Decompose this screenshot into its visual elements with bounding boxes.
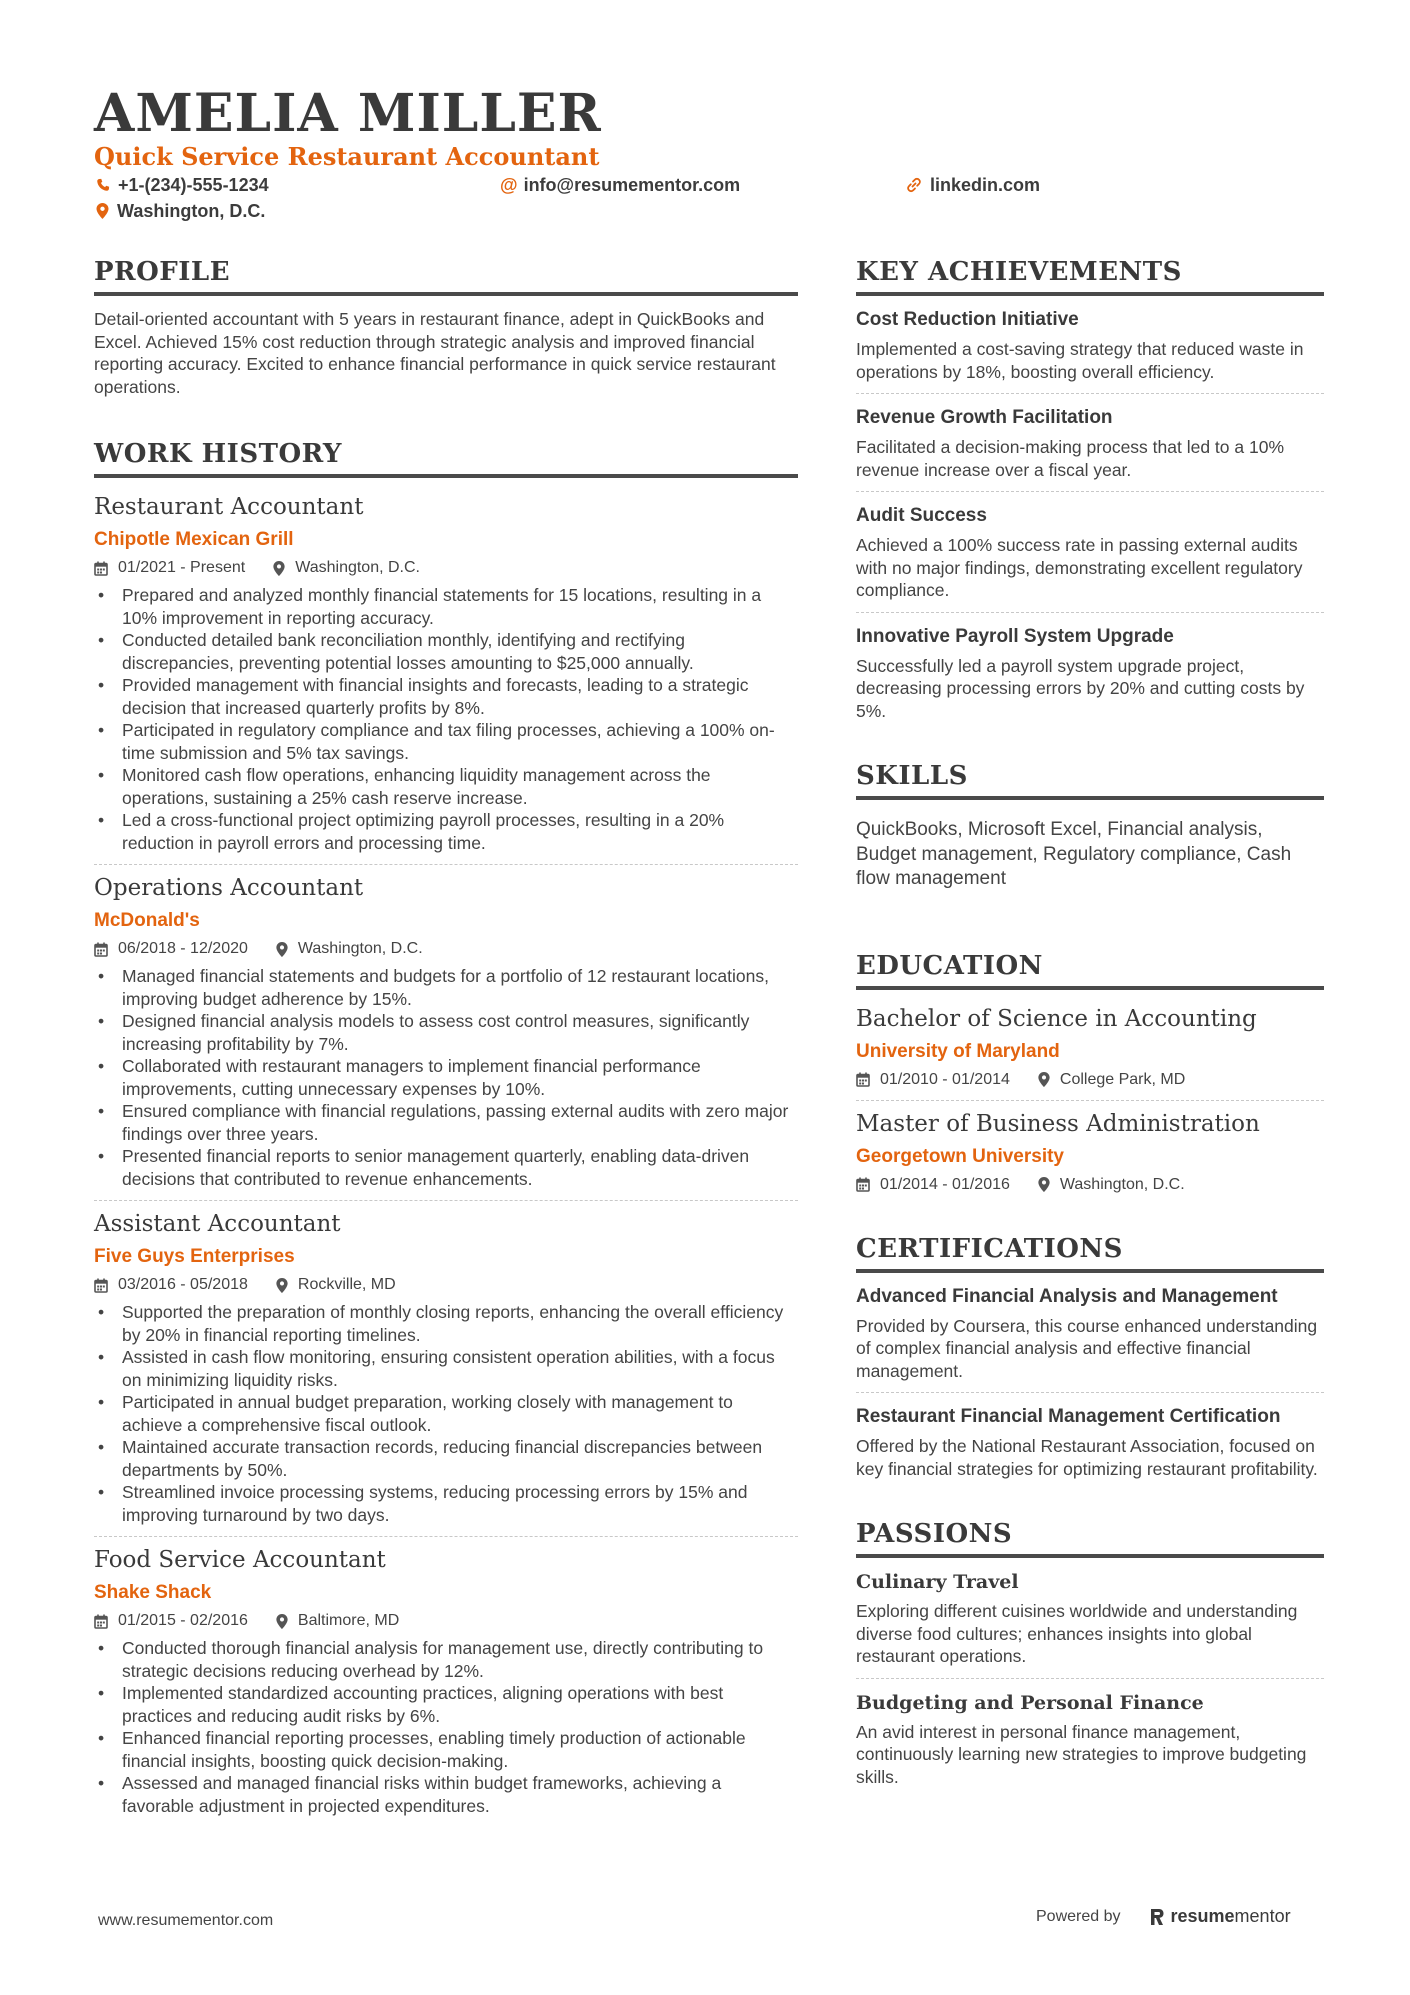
job-location <box>276 1611 399 1631</box>
achievement-title: Cost Reduction Initiative <box>856 309 1079 330</box>
education-location-text: Washington, D.C. <box>1059 1175 1185 1193</box>
certification-title: Advanced Financial Analysis and Management <box>856 1285 1278 1307</box>
job-bullet: • Provided management with financial insights and forecasts, leading to a strategic decision that increased quarterly profits by 8%. <box>94 674 798 719</box>
education-divider <box>856 1100 1324 1101</box>
education-dates <box>856 1070 1010 1090</box>
job-dates <box>94 1275 248 1295</box>
calendar-icon <box>856 1072 870 1087</box>
job-company: Chipotle Mexican Grill <box>94 529 294 550</box>
job-title: Food Service Accountant <box>94 1547 386 1573</box>
job-bullet: • Participated in annual budget preparation, working closely with management to achieve a comprehensive fiscal outlook. <box>94 1391 798 1436</box>
job-bullet: • Conducted thorough financial analysis for management use, directly contributing to strategic decisions reducing overhead by 12%. <box>94 1637 798 1682</box>
work-history-list <box>94 492 798 1817</box>
location-pin-icon <box>1038 1177 1050 1192</box>
calendar-icon <box>94 1614 108 1629</box>
education-degree: Master of Business Administration <box>856 1110 1260 1137</box>
job-bullet: • Assisted in cash flow monitoring, ensuring consistent operation abilities, with a focus on minimizing liquidity risks. <box>94 1346 798 1391</box>
achievement-desc: Implemented a cost-saving strategy that reduced waste in operations by 18%, boosting overall efficiency. <box>856 339 1304 382</box>
calendar-icon <box>94 561 108 576</box>
location-pin-icon <box>276 1614 288 1629</box>
job-divider <box>94 1200 798 1201</box>
job-bullets <box>94 965 798 1190</box>
calendar-icon <box>94 942 108 957</box>
job-bullet: • Conducted detailed bank reconciliation monthly, identifying and rectifying discrepancies, preventing potential losses amounting to $25,000 annually. <box>94 629 798 674</box>
passions-heading: PASSIONS <box>856 1518 1324 1558</box>
job-meta <box>94 558 798 578</box>
job-bullet: • Maintained accurate transaction records, reducing financial discrepancies between departments by 50%. <box>94 1436 798 1481</box>
email-contact[interactable] <box>500 174 740 196</box>
job-bullet: • Participated in regulatory compliance and tax filing processes, achieving a 100% on-time submission and 5% tax savings. <box>94 719 798 764</box>
location-pin-icon <box>273 561 285 576</box>
job-entry <box>94 492 798 854</box>
job-location-text: Washington, D.C. <box>297 940 423 957</box>
job-bullets <box>94 584 798 854</box>
job-dates-text: 01/2021 - Present <box>118 559 246 576</box>
education-school: University of Maryland <box>856 1040 1060 1062</box>
skills-text: QuickBooks, Microsoft Excel, Financial analysis, Budget management, Regulatory compliance, Cash flow management <box>856 819 1292 889</box>
job-bullet: • Ensured compliance with financial regulations, passing external audits with zero major findings over three years. <box>94 1100 798 1145</box>
certification-desc: Provided by Coursera, this course enhanced understanding of complex financial analysis and effective financial management. <box>856 1315 1318 1381</box>
job-bullets <box>94 1637 798 1817</box>
education-list <box>856 1004 1324 1195</box>
job-meta <box>94 939 798 959</box>
job-bullet: • Assessed and managed financial risks within budget frameworks, achieving a favorable adjustment in projected expenditures. <box>94 1772 798 1817</box>
brand-logo[interactable] <box>1149 1906 1291 1927</box>
education-location <box>1038 1175 1185 1195</box>
location-pin-icon <box>276 1278 288 1293</box>
job-dates <box>94 939 248 959</box>
location-pin-icon <box>96 203 109 219</box>
job-meta <box>94 1611 798 1631</box>
passion-divider <box>856 1678 1324 1679</box>
job-meta <box>94 1275 798 1295</box>
achievement-item <box>856 308 1324 383</box>
education-dates-text: 01/2010 - 01/2014 <box>880 1070 1010 1088</box>
phone-text: +1-(234)-555-1234 <box>118 175 269 195</box>
passion-title: Culinary Travel <box>856 1571 1019 1593</box>
certification-title: Restaurant Financial Management Certification <box>856 1406 1281 1427</box>
job-dates <box>94 558 245 578</box>
job-company: Five Guys Enterprises <box>94 1246 295 1267</box>
job-company: McDonald's <box>94 910 200 931</box>
achievement-divider <box>856 612 1324 613</box>
job-bullet: • Implemented standardized accounting practices, aligning operations with best practices and reducing audit risks by 6%. <box>94 1682 798 1727</box>
location-contact <box>96 200 265 222</box>
job-divider <box>94 864 798 865</box>
education-degree: Bachelor of Science in Accounting <box>856 1005 1257 1032</box>
job-bullet: • Prepared and analyzed monthly financial statements for 15 locations, resulting in a 10% improvement in reporting accuracy. <box>94 584 798 629</box>
achievement-desc: Achieved a 100% success rate in passing external audits with no major findings, demonstrating excellent regulatory compliance. <box>856 535 1303 600</box>
achievement-divider <box>856 491 1324 492</box>
job-bullet: • Designed financial analysis models to assess cost control measures, significantly increasing profitability by 7%. <box>94 1010 798 1055</box>
education-item <box>856 1109 1324 1195</box>
education-item <box>856 1004 1324 1090</box>
skills-heading: SKILLS <box>856 760 1324 800</box>
passion-item <box>856 1570 1324 1668</box>
education-location-text: College Park, MD <box>1059 1070 1186 1088</box>
right-column <box>856 256 1324 1788</box>
certification-divider <box>856 1392 1324 1393</box>
job-entry <box>94 1545 798 1817</box>
linkedin-contact[interactable] <box>906 174 1040 196</box>
job-location <box>276 939 423 959</box>
at-icon: @ <box>500 175 518 195</box>
job-bullet: • Led a cross-functional project optimizing payroll processes, resulting in a 20% reduction in payroll errors and processing time. <box>94 809 798 854</box>
education-meta <box>856 1070 1324 1090</box>
footer-website[interactable]: www.resumementor.com <box>98 1912 274 1929</box>
job-title: Operations Accountant <box>94 875 364 901</box>
achievement-title: Audit Success <box>856 505 987 526</box>
certification-item <box>856 1405 1324 1480</box>
resumementor-logo-icon <box>1149 1907 1165 1927</box>
profile-heading: PROFILE <box>94 256 798 296</box>
left-column <box>94 256 798 1817</box>
passion-desc: Exploring different cuisines worldwide and understanding diverse food cultures; enhances insights into global restaurant operations. <box>856 1601 1298 1666</box>
candidate-title: Quick Service Restaurant Accountant <box>94 142 600 171</box>
candidate-name: AMELIA MILLER <box>94 83 602 144</box>
job-bullet: • Streamlined invoice processing systems, reducing processing errors by 15% and improving turnaround by two days. <box>94 1481 798 1526</box>
footer-branding <box>1036 1906 1291 1927</box>
achievement-item <box>856 625 1324 723</box>
job-location <box>273 558 420 578</box>
achievement-title: Innovative Payroll System Upgrade <box>856 625 1174 647</box>
job-bullet: • Collaborated with restaurant managers to implement financial performance improvements, cutting unnecessary expenses by 10%. <box>94 1055 798 1100</box>
job-bullet: • Monitored cash flow operations, enhancing liquidity management across the operations, sustaining a 25% cash reserve increase. <box>94 764 798 809</box>
job-bullet: • Presented financial reports to senior management quarterly, enabling data-driven decisions that contributed to revenue enhancements. <box>94 1145 798 1190</box>
calendar-icon <box>94 1278 108 1293</box>
job-dates-text: 03/2016 - 05/2018 <box>118 1276 248 1293</box>
location-text: Washington, D.C. <box>117 201 266 221</box>
certifications-heading: CERTIFICATIONS <box>856 1233 1324 1273</box>
location-pin-icon <box>1038 1072 1050 1087</box>
achievement-item <box>856 406 1324 481</box>
calendar-icon <box>856 1177 870 1192</box>
certification-item <box>856 1285 1324 1383</box>
education-meta <box>856 1175 1324 1195</box>
job-location <box>276 1275 396 1295</box>
education-dates-text: 01/2014 - 01/2016 <box>880 1175 1010 1193</box>
education-school: Georgetown University <box>856 1145 1064 1167</box>
powered-by-label: Powered by <box>1036 1907 1121 1925</box>
job-company: Shake Shack <box>94 1582 212 1603</box>
email-text: info@resumementor.com <box>523 175 741 195</box>
achievement-desc: Successfully led a payroll system upgrade project, decreasing processing errors by 20% and cutting costs by 5%. <box>856 655 1305 721</box>
job-location-text: Washington, D.C. <box>295 559 420 576</box>
achievement-item <box>856 504 1324 602</box>
job-location-text: Rockville, MD <box>297 1276 396 1293</box>
brand-light: mentor <box>1234 1906 1291 1926</box>
education-heading: EDUCATION <box>856 950 1324 990</box>
passions-list <box>856 1570 1324 1788</box>
job-bullet: • Managed financial statements and budgets for a portfolio of 12 restaurant locations, improving budget adherence by 15%. <box>94 965 798 1010</box>
passion-desc: An avid interest in personal finance management, continuously learning new strategies to improve budgeting skills. <box>856 1721 1307 1787</box>
link-icon <box>906 177 922 193</box>
phone-contact[interactable] <box>96 174 269 196</box>
job-entry <box>94 1209 798 1526</box>
job-bullet: • Enhanced financial reporting processes, enabling timely production of actionable financial insights, boosting quick decision-making. <box>94 1727 798 1772</box>
achievement-desc: Facilitated a decision-making process that led to a 10% revenue increase over a fiscal year. <box>856 437 1285 480</box>
job-title: Assistant Accountant <box>94 1211 341 1237</box>
achievement-divider <box>856 393 1324 394</box>
achievements-list <box>856 308 1324 722</box>
job-divider <box>94 1536 798 1537</box>
phone-icon <box>96 178 110 192</box>
job-dates-text: 06/2018 - 12/2020 <box>118 940 248 957</box>
work-history-heading: WORK HISTORY <box>94 438 798 478</box>
passion-item <box>856 1691 1324 1789</box>
linkedin-text: linkedin.com <box>930 175 1041 195</box>
achievements-heading: KEY ACHIEVEMENTS <box>856 256 1324 296</box>
location-pin-icon <box>276 942 288 957</box>
job-dates-text: 01/2015 - 02/2016 <box>118 1612 248 1629</box>
passion-title: Budgeting and Personal Finance <box>856 1691 1204 1714</box>
job-bullet: • Supported the preparation of monthly closing reports, enhancing the overall efficiency by 20% in financial reporting timelines. <box>94 1301 798 1346</box>
certifications-list <box>856 1285 1324 1481</box>
achievement-title: Revenue Growth Facilitation <box>856 407 1113 428</box>
job-title: Restaurant Accountant <box>94 494 364 520</box>
certification-desc: Offered by the National Restaurant Association, focused on key financial strategies for optimizing restaurant profitability. <box>856 1436 1318 1479</box>
education-location <box>1038 1070 1185 1090</box>
job-dates <box>94 1611 248 1631</box>
profile-text: Detail-oriented accountant with 5 years in restaurant finance, adept in QuickBooks and Excel. Achieved 15% cost reduction through strategic analysis and improved financial reporting accuracy. Excited to enhance financial performance in quick service restaurant operations. <box>94 309 776 397</box>
education-dates <box>856 1175 1010 1195</box>
job-location-text: Baltimore, MD <box>297 1612 400 1629</box>
brand-bold: resume <box>1170 1906 1235 1926</box>
job-entry <box>94 873 798 1190</box>
job-bullets <box>94 1301 798 1526</box>
